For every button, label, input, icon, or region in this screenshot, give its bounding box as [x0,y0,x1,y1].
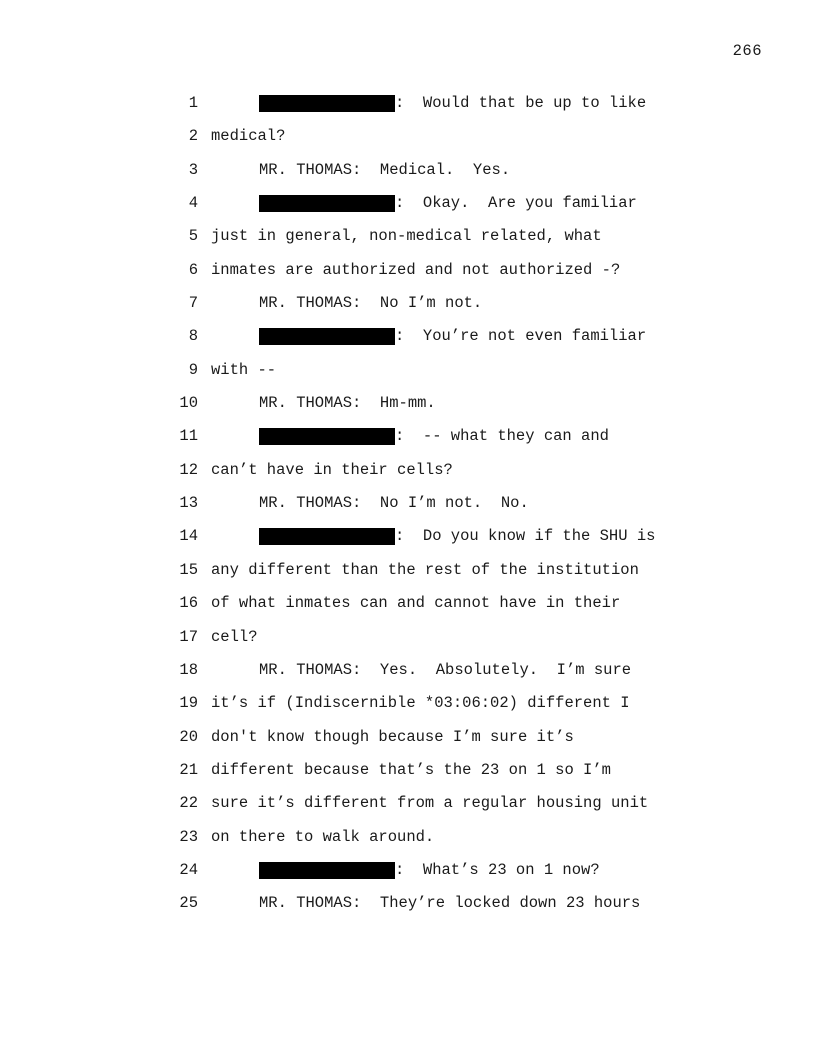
line-text: sure it’s different from a regular housing unit [211,794,649,813]
line-number: 14 [179,527,198,546]
line-text: MR. THOMAS: No I’m not. [259,294,483,313]
transcript-line [0,854,816,887]
transcript-line [0,354,816,387]
line-text: : -- what they can and [395,427,609,446]
line-number: 18 [179,660,198,679]
line-number: 2 [188,127,198,146]
redacted-speaker-name [259,195,395,212]
redacted-speaker-name [259,528,395,545]
transcript-line [0,687,816,720]
line-text: on there to walk around. [211,827,435,846]
line-text: MR. THOMAS: They’re locked down 23 hours [259,894,641,913]
line-number: 9 [188,360,198,379]
transcript-line [0,420,816,453]
transcript-line [0,154,816,187]
line-number: 4 [188,194,198,213]
line-text: : You’re not even familiar [395,327,647,346]
transcript-line [0,320,816,353]
line-text: can’t have in their cells? [211,460,453,479]
transcript-line [0,754,816,787]
line-number: 24 [179,860,198,879]
line-text: it’s if (Indiscernible *03:06:02) different I [211,694,630,713]
line-text: : Okay. Are you familiar [395,194,637,213]
transcript-line [0,887,816,920]
transcript-line [0,787,816,820]
line-text: MR. THOMAS: Hm-mm. [259,394,436,413]
line-text: medical? [211,127,286,146]
transcript-line [0,621,816,654]
line-number: 22 [179,794,198,813]
line-text: cell? [211,627,258,646]
line-number: 7 [188,294,198,313]
line-number: 20 [179,727,198,746]
redacted-speaker-name [259,328,395,345]
line-number: 8 [188,327,198,346]
line-number: 16 [179,594,198,613]
line-text: : Would that be up to like [395,94,647,112]
line-number: 11 [179,427,198,446]
transcript-line [0,587,816,620]
line-number: 13 [179,494,198,513]
transcript-line [0,721,816,754]
transcript-line [0,487,816,520]
line-number: 19 [179,694,198,713]
line-number: 6 [188,260,198,279]
line-text: MR. THOMAS: No I’m not. No. [259,494,529,513]
transcript-line [0,287,816,320]
transcript-line [0,187,816,220]
page-number: 266 [732,42,762,60]
line-number: 21 [179,760,198,779]
redacted-speaker-name [259,862,395,879]
transcript-line [0,120,816,153]
transcript-line [0,654,816,687]
line-number: 3 [188,160,198,179]
transcript-line [0,87,816,120]
transcript-line [0,554,816,587]
line-text: : What’s 23 on 1 now? [395,860,600,879]
line-text: : Do you know if the SHU is [395,527,656,546]
transcript-body [0,87,816,921]
line-number: 15 [179,560,198,579]
line-number: 23 [179,827,198,846]
transcript-line [0,454,816,487]
line-number: 12 [179,460,198,479]
line-text: different because that’s the 23 on 1 so I’m [211,760,611,779]
redacted-speaker-name [259,428,395,445]
transcript-line [0,821,816,854]
transcript-line [0,387,816,420]
transcript-line [0,520,816,553]
line-number: 25 [179,894,198,913]
line-text: of what inmates can and cannot have in their [211,594,621,613]
transcript-line [0,220,816,253]
transcript-line [0,254,816,287]
line-text: MR. THOMAS: Yes. Absolutely. I’m sure [259,660,632,679]
line-number: 10 [179,394,198,413]
redacted-speaker-name [259,95,395,112]
line-text: don't know though because I’m sure it’s [211,727,574,746]
line-number: 5 [188,227,198,246]
line-number: 17 [179,627,198,646]
line-text: with -- [211,360,277,379]
line-text: inmates are authorized and not authorized -? [211,260,621,279]
line-text: MR. THOMAS: Medical. Yes. [259,160,511,179]
line-text: just in general, non-medical related, what [211,227,602,246]
line-text: any different than the rest of the institution [211,560,639,579]
line-number: 1 [188,94,198,112]
